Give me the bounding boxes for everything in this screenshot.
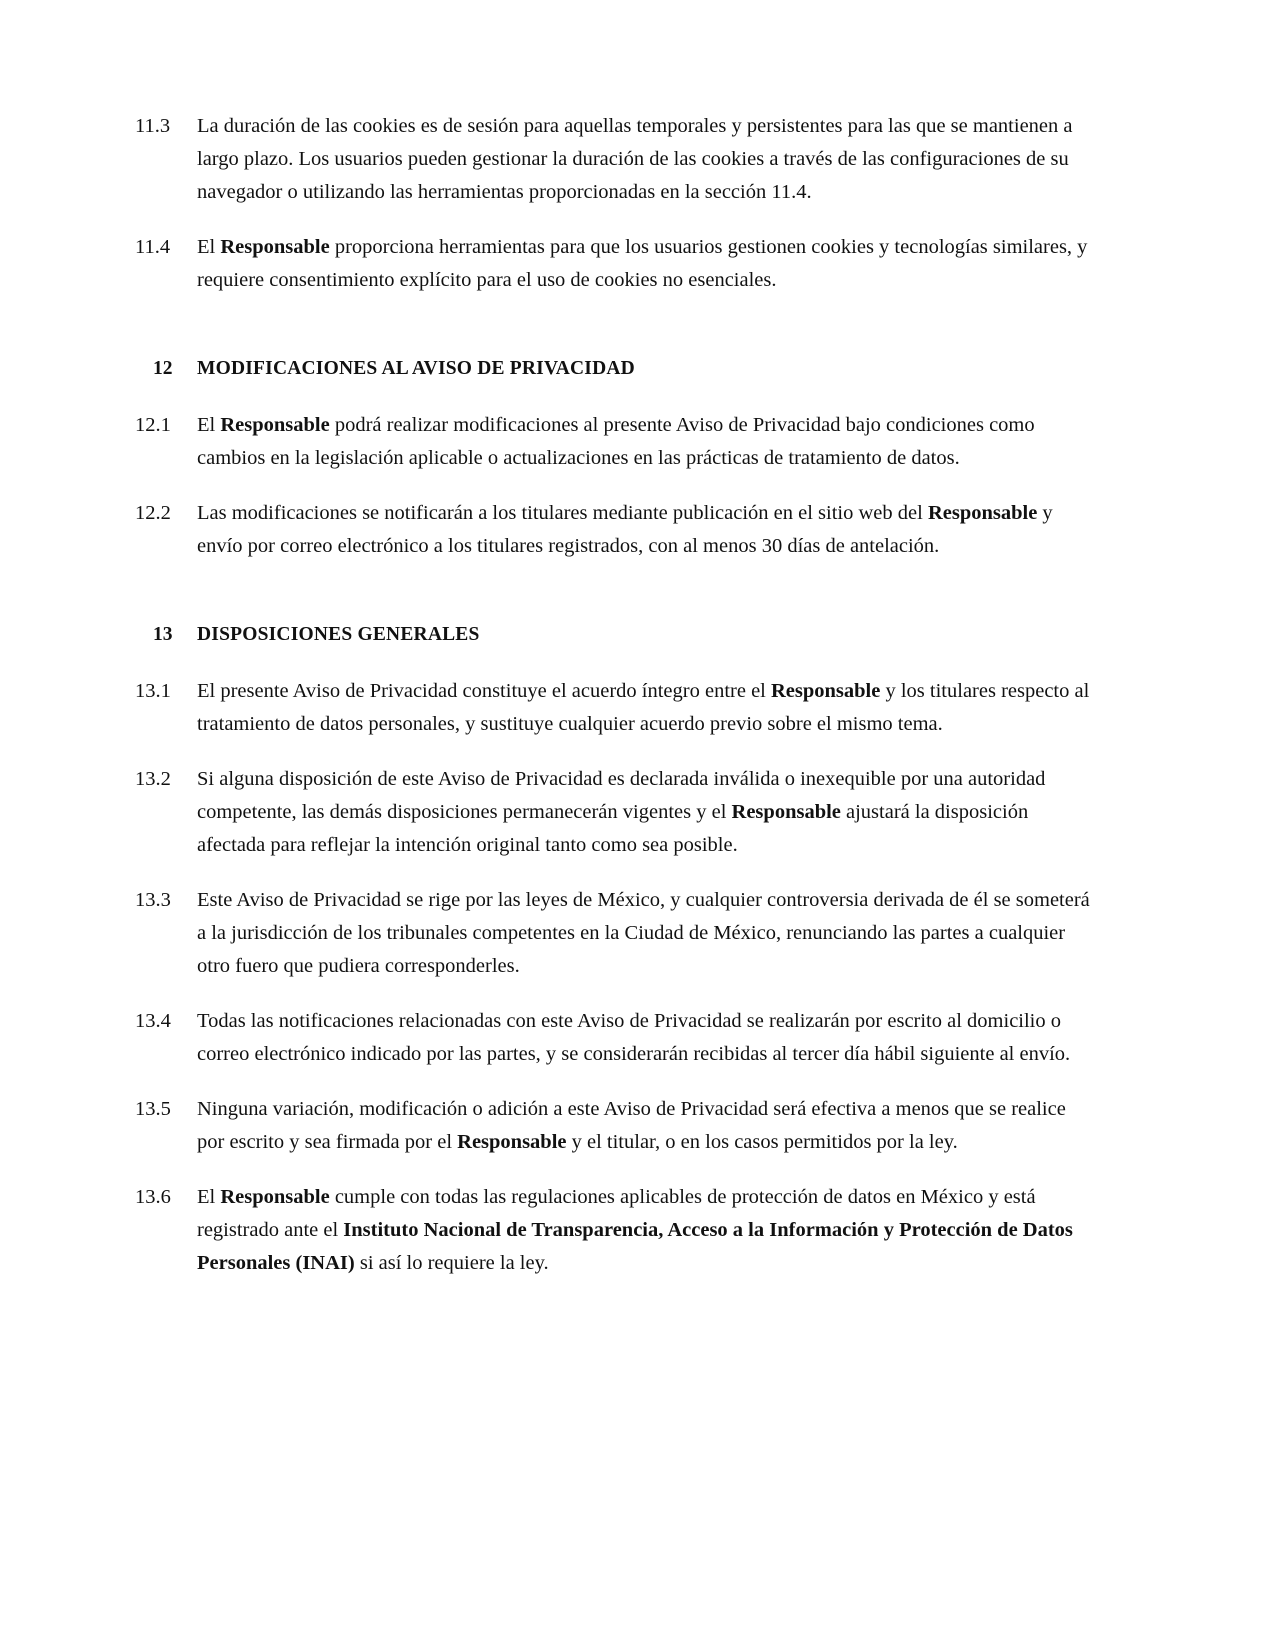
section-title: DISPOSICIONES GENERALES	[197, 624, 480, 645]
clause-row	[135, 763, 1095, 862]
clause-run: ajustará la disposición afectada para reflejar la intención original tanto como sea posible.	[197, 801, 1029, 856]
section-number: 13	[153, 624, 173, 645]
clause-text	[197, 763, 1095, 862]
clause-run: El presente Aviso de Privacidad constituye el acuerdo íntegro entre el	[197, 680, 771, 702]
clause-text	[197, 675, 1095, 741]
clause-run: Las modificaciones se notificarán a los titulares mediante publicación en el sitio web del	[197, 502, 928, 524]
clause-row	[135, 675, 1095, 741]
clause-emphasis: Responsable	[220, 1186, 330, 1208]
clause-text	[197, 497, 1095, 563]
section-heading	[135, 621, 1095, 649]
clause-run: y el titular, o en los casos permitidos por la ley.	[566, 1131, 958, 1153]
clause-text	[197, 110, 1095, 209]
clause-number: 12.2	[135, 502, 171, 524]
clause-number: 12.1	[135, 414, 171, 436]
clause-number: 13.4	[135, 1010, 171, 1032]
clause-run: El	[197, 236, 221, 258]
clause-text	[197, 1005, 1095, 1071]
clause-row	[135, 884, 1095, 983]
clause-run: y los titulares respecto al tratamiento de datos personales, y sustituye cualquier acuerdo previo sobre el mismo tema.	[197, 680, 1090, 735]
clause-run: cumple con todas las regulaciones aplicables de protección de datos en México y está registrado ante el	[197, 1186, 1036, 1241]
clause-run: Si alguna disposición de este Aviso de Privacidad es declarada inválida o inexequible por una autoridad competente, las demás disposiciones permanecerán vigentes y el	[197, 768, 1046, 823]
clause-number: 13.1	[135, 680, 171, 702]
clause-run: podrá realizar modificaciones al presente Aviso de Privacidad bajo condiciones como cambios en la legislación aplicable o actualizaciones en las prácticas de tratamiento de datos.	[197, 414, 1035, 469]
clause-text	[197, 1093, 1095, 1159]
clause-run: Este Aviso de Privacidad se rige por las leyes de México, y cualquier controversia derivada de él se someterá a la jurisdicción de los tribunales competentes en la Ciudad de México, renunciando las partes a cualquier otro fuero que pudiera corresponderles.	[197, 889, 1090, 977]
clause-row	[135, 497, 1095, 563]
clause-run: La duración de las cookies es de sesión para aquellas temporales y persistentes para las que se mantienen a largo plazo. Los usuarios pueden gestionar la duración de las cookies a través de las configuraciones de su navegador o utilizando las herramientas proporcionadas en la sección 11.4.	[197, 115, 1073, 203]
clause-run: si así lo requiere la ley.	[354, 1252, 549, 1274]
clause-row	[135, 231, 1095, 297]
clause-emphasis: Instituto Nacional de Transparencia, Acceso a la Información y Protección de Datos Personales (INAI)	[197, 1219, 1073, 1274]
clause-number: 13.2	[135, 768, 171, 790]
clause-number: 11.3	[135, 115, 171, 137]
clause-run: Todas las notificaciones relacionadas con este Aviso de Privacidad se realizarán por escrito al domicilio o correo electrónico indicado por las partes, y se considerarán recibidas al tercer día hábil siguiente al envío.	[197, 1010, 1071, 1065]
clause-text	[197, 1181, 1095, 1280]
clause-row	[135, 1093, 1095, 1159]
clause-number: 11.4	[135, 236, 171, 258]
clause-run: proporciona herramientas para que los usuarios gestionen cookies y tecnologías similares, y requiere consentimiento explícito para el uso de cookies no esenciales.	[197, 236, 1088, 291]
section-title: MODIFICACIONES AL AVISO DE PRIVACIDAD	[197, 358, 635, 379]
clause-row	[135, 1181, 1095, 1280]
clause-text	[197, 231, 1095, 297]
clause-row	[135, 1005, 1095, 1071]
clause-emphasis: Responsable	[220, 414, 330, 436]
clause-emphasis: Responsable	[731, 801, 841, 823]
clause-number: 13.5	[135, 1098, 171, 1120]
clause-row	[135, 409, 1095, 475]
clause-text	[197, 884, 1095, 983]
clause-emphasis: Responsable	[220, 236, 330, 258]
clause-emphasis: Responsable	[457, 1131, 567, 1153]
clause-run: y envío por correo electrónico a los titulares registrados, con al menos 30 días de antelación.	[197, 502, 1053, 557]
clause-number: 13.6	[135, 1186, 171, 1208]
clause-emphasis: Responsable	[927, 502, 1038, 524]
clause-run: Ninguna variación, modificación o adición a este Aviso de Privacidad será efectiva a menos que se realice por escrito y sea firmada por el	[197, 1098, 1066, 1153]
clause-row	[135, 110, 1095, 209]
clause-run: El	[197, 1186, 221, 1208]
clause-emphasis: Responsable	[771, 680, 881, 702]
section-number: 12	[153, 358, 173, 379]
document-body	[135, 110, 1095, 1280]
clause-run: El	[197, 414, 221, 436]
section-heading	[135, 355, 1095, 383]
clause-text	[197, 409, 1095, 475]
clause-number: 13.3	[135, 889, 171, 911]
